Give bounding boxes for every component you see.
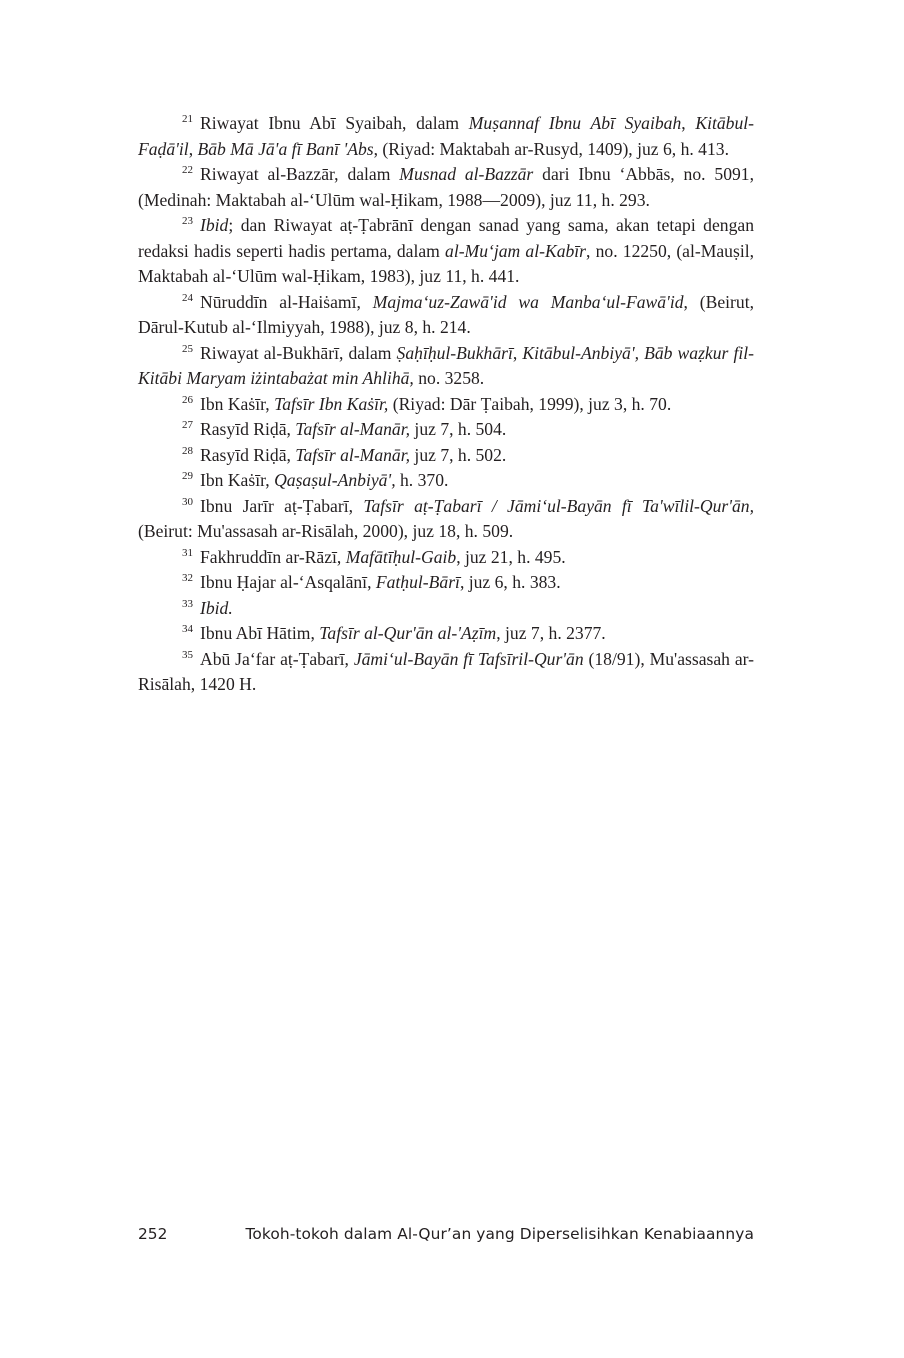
footnote [138,290,754,341]
footnote-title: Ibid. [200,597,233,618]
footnote-title: Mafātīḥul-Gaib [345,546,457,567]
footnote [138,647,754,698]
footnote [138,162,754,213]
footnote-number: 32 [182,572,193,585]
footnote [138,341,754,392]
footnote [138,213,754,290]
footnote-title: Majma‘uz-Zawā'id wa Manba‘ul-Fawā'id [372,291,684,312]
footnote-text: , juz 7, h. 2377. [496,623,606,643]
footnote-title: Fatḥul-Bārī [375,572,460,592]
footnote-text: Riwayat al-Bukhārī, dalam [200,342,397,363]
footnote-title: Muṣannaf Ibnu Abī Syaibah [468,113,682,133]
footnote [138,443,754,469]
footnote-number: 30 [182,495,193,508]
footnote-text: no. 3258. [413,368,485,388]
footnote-text: Ibnu Ḥajar al-‘Asqalānī, [200,572,376,592]
footnote-title: Bāb Mā Jā'a fī Banī 'Abs [197,138,374,159]
footnote-text: , (Beirut, Dārul-Kutub al-‘Ilmiyyah, 1988), juz 8, h. 214. [138,291,754,337]
footnote-text: (Beirut: Mu'assasah ar-Risālah, 2000), juz 18, h. 509. [138,521,514,541]
footnote-text: Rasyīd Riḍā, [200,444,296,465]
footnote-title: Jāmi‘ul-Bayān fī Tafsīril-Qur'ān [353,648,584,669]
footnote-number: 34 [182,623,193,636]
footnote-text: Fakhruddīn ar-Rāzī, [200,546,346,567]
footnote-text: , juz 6, h. 383. [459,572,561,592]
footnote-text: Ibnu Jarīr aṭ-Ṭabarī, [200,495,364,516]
footnote-text: , no. 12250, (al-Mauṣil, Maktabah al-‘Ulūm wal-Ḥikam, 1983), juz 11, h. 441. [138,240,754,286]
footnote-text: Ibn Kaṡīr, [200,393,275,414]
footnote-title: al-Mu‘jam al-Kabīr [445,240,587,261]
footnote-text: h. 370. [395,470,449,490]
page-number: 252 [138,1225,168,1243]
footnote-text: , [512,342,523,363]
footnote [138,417,754,443]
footnote-title: Tafsīr aṭ-Ṭabarī / Jāmi‘ul-Bayān fī Ta'wīlil-Qur'ān, [363,495,754,516]
footnote-number: 35 [182,648,193,661]
footnote-title: Kitābul-Faḍā'il [138,113,754,159]
footnote-number: 27 [182,419,193,432]
footnote-text: Rasyīd Riḍā, [200,419,296,439]
footnote-text: Riwayat Ibnu Abī Syaibah, dalam [200,113,469,133]
footnote-title: Tafsīr al-Manār, [295,444,411,465]
running-title: Tokoh-tokoh dalam Al-Qur’an yang Diperselisihkan Kenabiaannya [245,1225,754,1243]
footnote-text: juz 7, h. 504. [410,419,507,439]
footnote-number: 28 [182,444,193,457]
footnote-title: Qaṣaṣul-Anbiyā', [274,470,396,490]
footnote-number: 29 [182,470,193,483]
footnote-title: Ṣaḥīḥul-Bukhārī [396,342,513,363]
footnote-title: Tafsīr Ibn Kaṡīr, [274,393,389,414]
footnote-text: , juz 21, h. 495. [456,546,566,567]
footnote [138,570,754,596]
footnote-text: Ibn Kaṡīr, [200,470,275,490]
footnote-text: , [681,113,696,133]
footnote-number: 25 [182,342,193,355]
footnote-text: , [188,138,198,159]
footnote [138,111,754,162]
footnote [138,596,754,622]
page-footer [138,1222,754,1246]
footnote [138,545,754,571]
footnote-title: Kitābul-Anbiyā', Bāb waẓkur fil-Kitābi Maryam iżintabażat min Ahlihā, [138,342,754,388]
footnote [138,494,754,545]
footnote-title: Musnad al-Bazzār [399,164,534,184]
footnote-text: Abū Ja‘far aṭ-Ṭabarī, [200,648,354,669]
footnote-text: (18/91), Mu'assasah ar-Risālah, 1420 H. [138,648,754,694]
footnote-text: dari Ibnu ‘Abbās, no. 5091, (Medinah: Maktabah al-‘Ulūm wal-Ḥikam, 1988—2009), juz 11, h. 293. [138,164,754,210]
footnote-title: Ibid [200,215,229,235]
footnotes-section [138,111,754,698]
footnote-number: 31 [182,546,193,559]
footnote-text: Ibnu Abī Hātim, [200,623,320,643]
footnote-text: Nūruddīn al-Haiṡamī, [200,291,373,312]
footnote-text: ; dan Riwayat aṭ-Ṭabrānī dengan sanad yang sama, akan tetapi dengan redaksi hadis seperti hadis pertama, dalam [138,215,754,261]
footnote-text: juz 7, h. 502. [410,444,507,465]
footnote-title: Tafsīr al-Manār, [295,419,411,439]
footnote-text: Riwayat al-Bazzār, dalam [200,164,400,184]
footnote-number: 22 [182,164,193,177]
footnote [138,468,754,494]
footnote [138,621,754,647]
footnote-text: , (Riyad: Maktabah ar-Rusyd, 1409), juz 6, h. 413. [373,138,729,159]
footnote-text: (Riyad: Dār Ṭaibah, 1999), juz 3, h. 70. [388,393,672,414]
footnote-number: 21 [182,113,193,126]
footnote-number: 24 [182,291,193,304]
footnote-number: 33 [182,597,193,610]
footnote-title: Tafsīr al-Qur'ān al-'Aẓīm [319,623,497,643]
footnote-number: 23 [182,215,193,228]
footnote [138,392,754,418]
footnote-number: 26 [182,393,193,406]
